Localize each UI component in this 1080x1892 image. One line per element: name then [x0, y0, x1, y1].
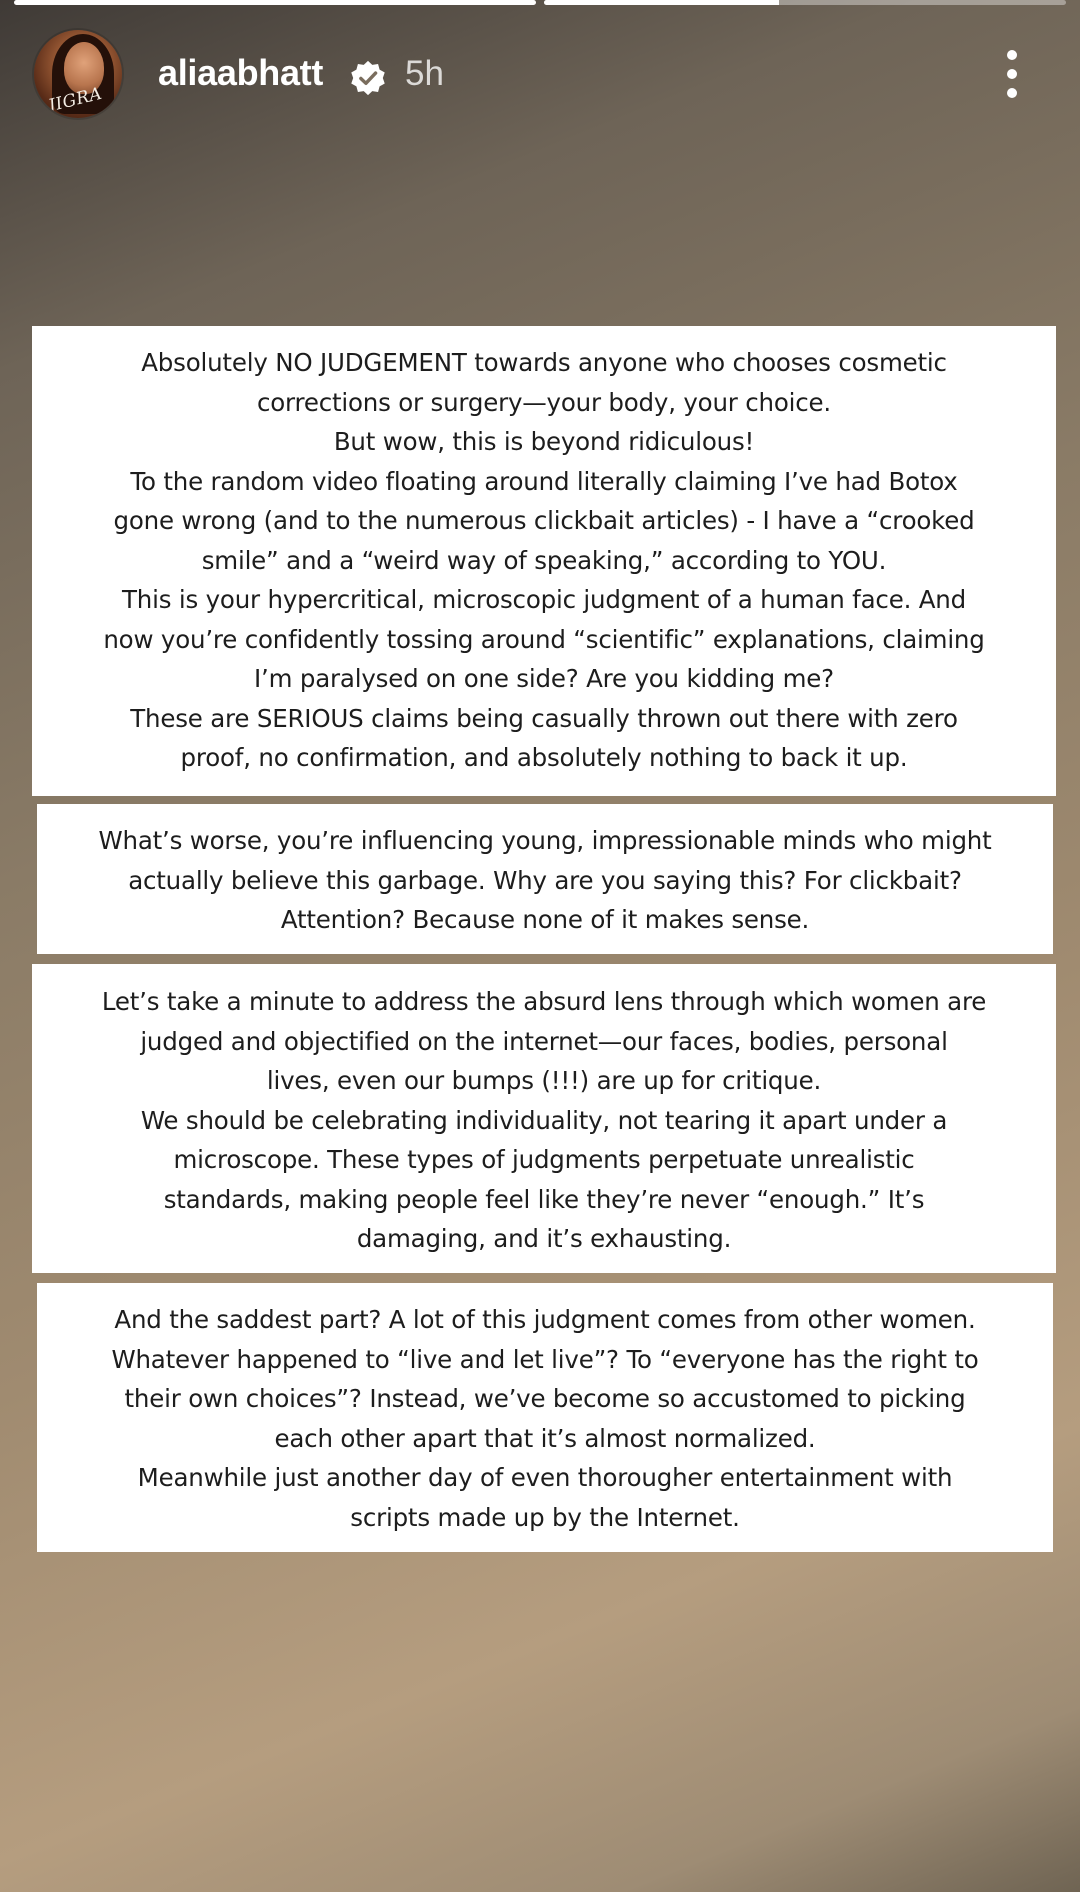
text-line: We should be celebrating individuality, not tearing it apart under a [140, 1105, 948, 1135]
text-block [32, 964, 1056, 1273]
text-line: smile” and a “weird way of speaking,” according to YOU. [201, 545, 887, 575]
text-line: each other apart that it’s almost normalized. [274, 1423, 816, 1453]
story-progress-bar-1 [14, 0, 536, 5]
text-line: now you’re confidently tossing around “scientific” explanations, claiming [103, 624, 985, 654]
story-progress-fill-1 [14, 0, 536, 5]
text-line: microscope. These types of judgments perpetuate unrealistic [173, 1145, 915, 1174]
text-line: To the random video floating around literally claiming I’ve had Botox [130, 466, 958, 496]
post-time: 5h [405, 54, 444, 93]
more-vertical-icon-dot [1007, 69, 1017, 79]
text-line: Attention? Because none of it makes sense. [280, 905, 810, 934]
username[interactable]: aliaabhatt [158, 52, 324, 93]
text-line: actually believe this garbage. Why are you saying this? For clickbait? [128, 865, 962, 895]
text-line: corrections or surgery—your body, your choice. [257, 387, 831, 417]
avatar-logo: JIGRA [46, 83, 105, 117]
text-block [37, 804, 1053, 954]
story-progress-fill-2 [544, 0, 779, 5]
text-line: These are SERIOUS claims being casually thrown out there with zero [130, 703, 958, 733]
text-line: This is your hypercritical, microscopic judgment of a human face. And [122, 585, 966, 614]
avatar[interactable] [34, 30, 122, 118]
text-line: their own choices”? Instead, we’ve become so accustomed to picking [124, 1384, 966, 1413]
text-line: And the saddest part? A lot of this judgment comes from other women. [114, 1305, 976, 1334]
text-line: Whatever happened to “live and let live”? To “everyone has the right to [111, 1344, 979, 1374]
text-block [32, 326, 1056, 796]
more-vertical-icon-dot [1007, 88, 1017, 98]
text-line: I’m paralysed on one side? Are you kidding me? [254, 664, 834, 693]
text-line: Absolutely NO JUDGEMENT towards anyone who chooses cosmetic [141, 348, 947, 377]
text-line: standards, making people feel like they’re never “enough.” It’s [163, 1184, 925, 1214]
story-progress-bar-2 [544, 0, 1066, 5]
text-line: What’s worse, you’re influencing young, impressionable minds who might [98, 826, 992, 855]
text-line: gone wrong (and to the numerous clickbait articles) - I have a “crooked [113, 506, 975, 535]
text-line: lives, even our bumps (!!!) are up for critique. [266, 1066, 822, 1095]
text-line: proof, no confirmation, and absolutely nothing to back it up. [180, 743, 908, 772]
more-options-button[interactable] [992, 46, 1032, 102]
text-block [37, 1283, 1053, 1552]
verified-badge-icon [349, 59, 387, 97]
text-line: scripts made up by the Internet. [350, 1502, 740, 1532]
text-line: Let’s take a minute to address the absurd lens through which women are [101, 987, 987, 1016]
text-line: But wow, this is beyond ridiculous! [333, 427, 755, 456]
text-line: Meanwhile just another day of even thorougher entertainment with [137, 1463, 953, 1492]
more-vertical-icon [1007, 50, 1017, 60]
text-line: damaging, and it’s exhausting. [356, 1224, 732, 1253]
text-line: judged and objectified on the internet—our faces, bodies, personal [140, 1026, 948, 1056]
